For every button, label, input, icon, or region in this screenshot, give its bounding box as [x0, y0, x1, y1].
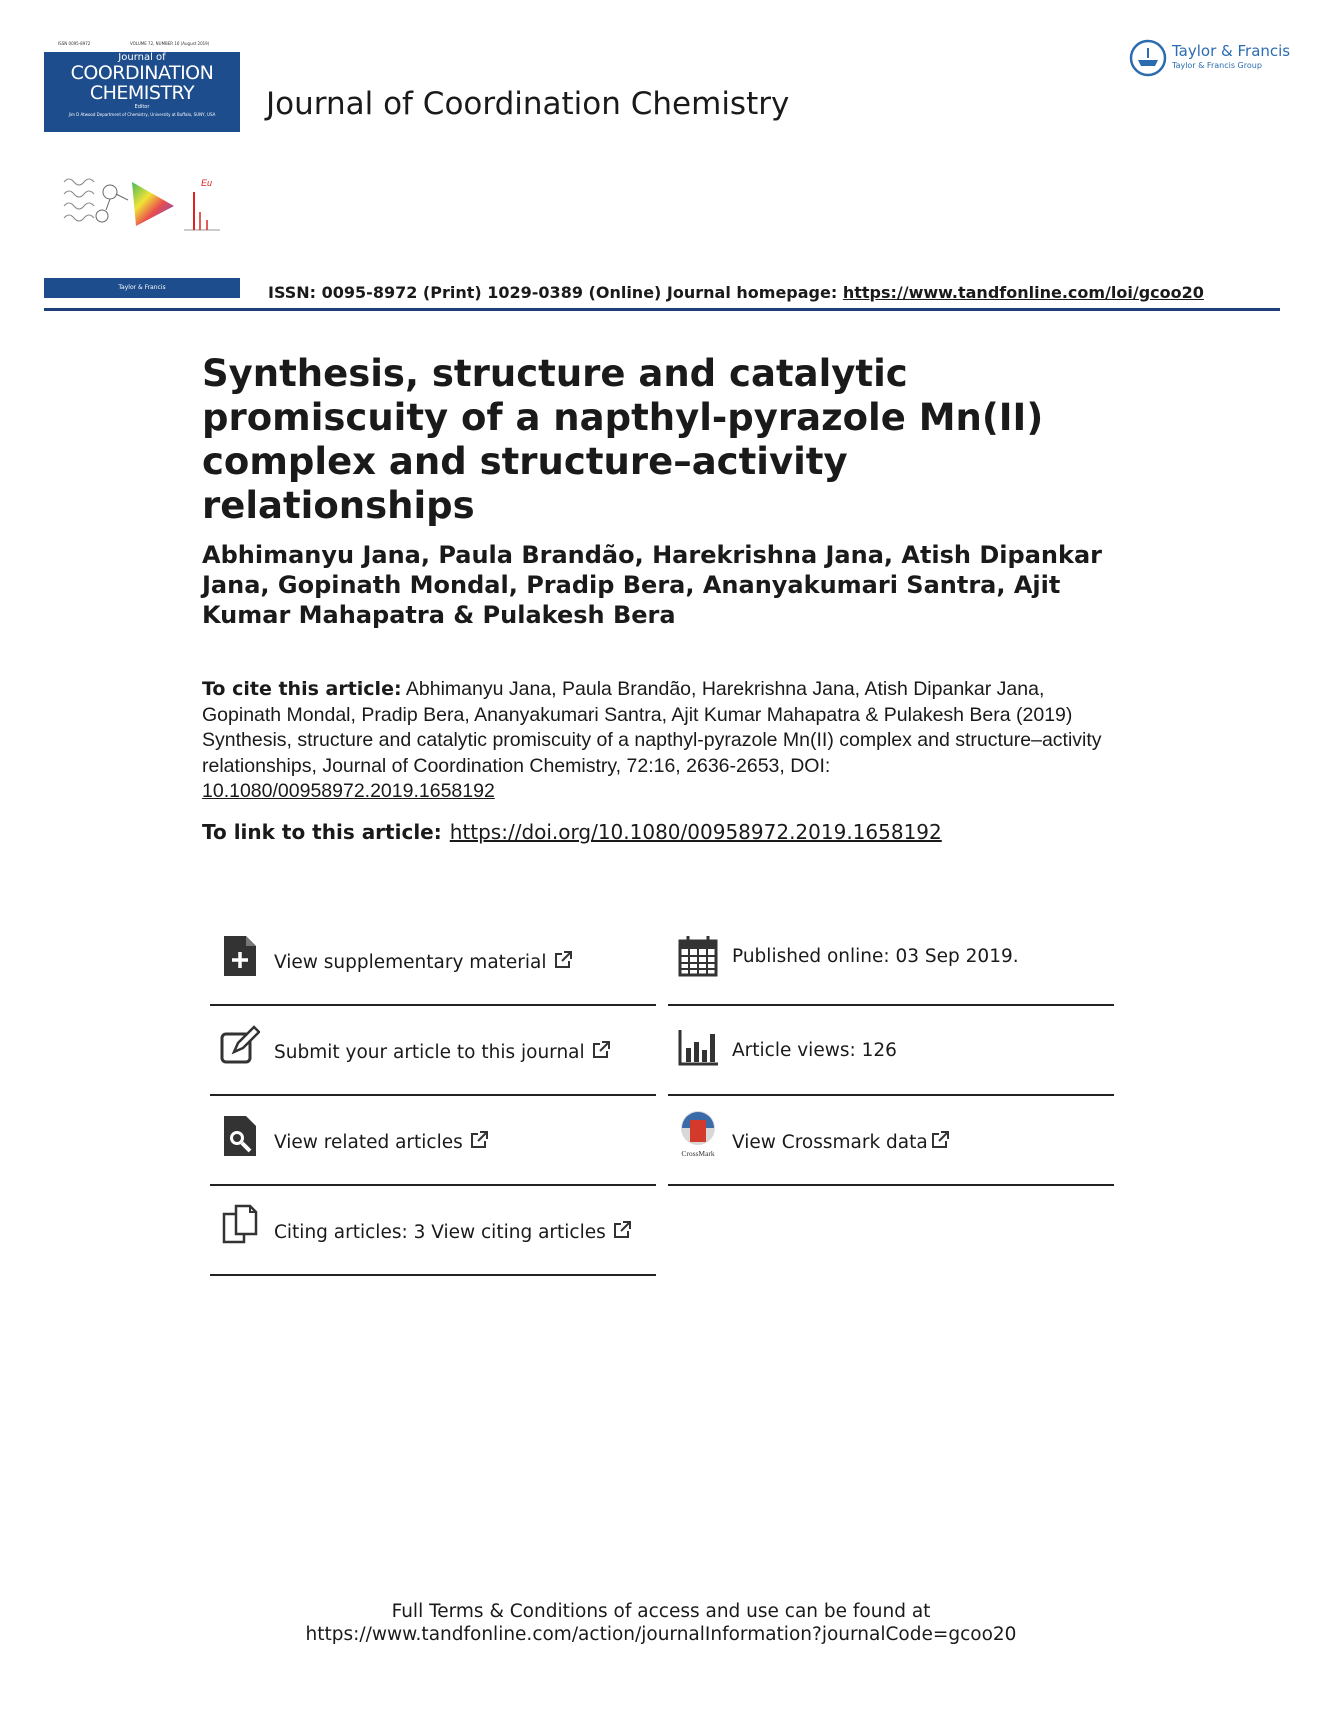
related-label: View related articles: [274, 1132, 463, 1153]
supplementary-file-icon: [220, 934, 260, 978]
publisher-group: Taylor & Francis Group: [1172, 61, 1262, 70]
article-authors: Abhimanyu Jana, Paula Brandão, Harekrishna Jana, Atish Dipankar Jana, Gopinath Mondal, Pradip Bera, Ananyakumari Santra, Ajit Kumar Mahapatra & Pulakesh Bera: [202, 541, 1102, 629]
journal-homepage-link[interactable]: https://www.tandfonline.com/loi/gcoo20: [842, 283, 1204, 302]
cover-title-line1: COORDINATION: [70, 62, 214, 84]
journal-cover: [44, 40, 240, 132]
cover-footer-brand: Taylor & Francis: [118, 284, 166, 291]
link-label: To link to this article:: [202, 820, 442, 844]
article-title: Synthesis, structure and catalytic promiscuity of a napthyl-pyrazole Mn(II) complex and structure–activity relationships: [202, 352, 1044, 527]
cover-footer-bar: [44, 278, 240, 298]
cover-journal-of: Journal of: [118, 52, 166, 63]
header-rule: [44, 308, 1280, 311]
submit-cell[interactable]: [210, 1004, 656, 1096]
publisher-name: Taylor & Francis: [1172, 42, 1291, 60]
views-cell: [668, 1004, 1114, 1096]
crossmark-label: View Crossmark data: [732, 1132, 928, 1153]
crossmark-icon: [678, 1110, 722, 1158]
crossmark-cell[interactable]: [668, 1094, 1114, 1186]
external-link-icon: [553, 950, 573, 970]
external-link-icon: [612, 1220, 632, 1240]
cite-text: Abhimanyu Jana, Paula Brandão, Harekrishna Jana, Atish Dipankar Jana, Gopinath Mondal, Pradip Bera, Ananyakumari Santra, Ajit Kumar Mahapatra & Pulakesh Bera (2019) Synthesis, structure and catalytic promiscuity of a napthyl-pyrazole Mn(II) complex and structure–activity relationships, Journal of Coordination Chemistry, 72:16, 2636-2653, DOI:: [202, 678, 1102, 777]
citing-label: Citing articles: 3 View citing articles: [274, 1222, 606, 1243]
citing-cell[interactable]: [210, 1184, 656, 1276]
journal-title: Journal of Coordination Chemistry: [266, 86, 790, 122]
cover-volume: VOLUME 72, NUMBER 16 (August 2019): [130, 41, 210, 46]
citation-block: [202, 677, 1102, 805]
search-document-icon: [220, 1114, 260, 1158]
external-link-icon: [469, 1130, 489, 1150]
copy-documents-icon: [220, 1204, 260, 1248]
issn-text: ISSN: 0095-8972 (Print) 1029-0389 (Online) Journal homepage:: [268, 283, 843, 302]
related-cell[interactable]: [210, 1094, 656, 1186]
footer: [0, 1600, 1322, 1646]
cover-editor-name: Jim D Atwood Department of Chemistry, University at Buffalo, SUNY, USA: [68, 112, 216, 117]
calendar-icon: [678, 934, 718, 978]
publisher-logo-icon: [1128, 38, 1168, 78]
bar-chart-icon: [678, 1024, 718, 1068]
cite-doi-link[interactable]: 10.1080/00958972.2019.1658192: [202, 780, 495, 802]
cite-label: To cite this article:: [202, 678, 402, 700]
cover-art-label: Eu: [201, 178, 213, 188]
external-link-icon: [591, 1040, 611, 1060]
published-cell: [668, 914, 1114, 1006]
cover-artwork: [62, 172, 222, 238]
footer-line1: Full Terms & Conditions of access and use can be found at: [391, 1601, 931, 1622]
article-views: Article views: 126: [732, 1040, 897, 1061]
edit-icon: [220, 1024, 260, 1068]
cover-issn: ISSN 0095-8972: [58, 41, 91, 46]
issn-line: [268, 283, 1204, 302]
cover-editor-label: Editor: [134, 104, 150, 110]
supplementary-label: View supplementary material: [274, 952, 547, 973]
published-date: Published online: 03 Sep 2019.: [732, 946, 1019, 967]
footer-terms-link[interactable]: https://www.tandfonline.com/action/journalInformation?journalCode=gcoo20: [305, 1624, 1017, 1645]
cover-title-line2: CHEMISTRY: [89, 82, 195, 104]
crossmark-logo-label: CrossMark: [681, 1149, 715, 1158]
article-doi-link[interactable]: https://doi.org/10.1080/00958972.2019.1658192: [449, 820, 942, 844]
supplementary-cell[interactable]: [210, 914, 656, 1006]
submit-label: Submit your article to this journal: [274, 1042, 585, 1063]
external-link-icon: [930, 1130, 950, 1150]
article-link-line: [202, 820, 942, 844]
